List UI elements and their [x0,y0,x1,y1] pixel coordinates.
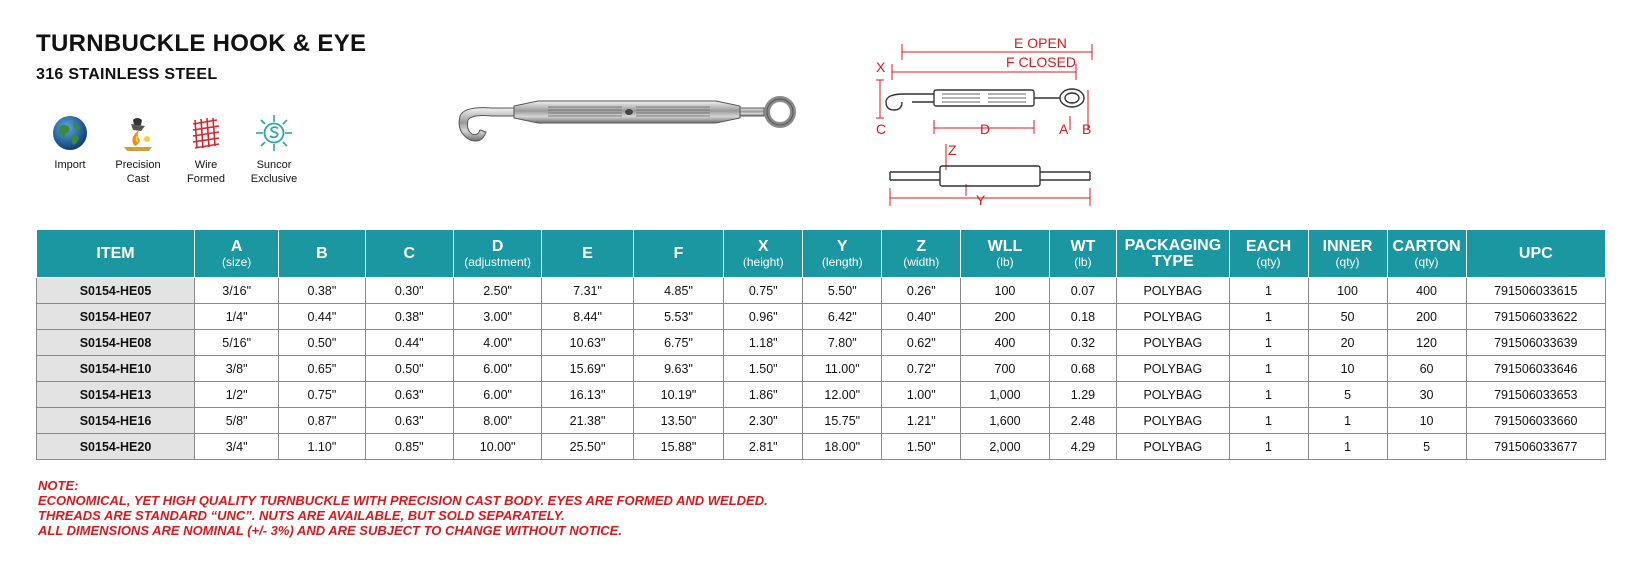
table-cell: 0.32 [1049,330,1117,356]
table-cell: 1/4" [195,304,279,330]
column-header: A (size) [195,230,279,278]
table-cell: 2,000 [961,434,1049,460]
table-cell: 11.00" [803,356,882,382]
table-cell: 1 [1308,408,1387,434]
table-cell: 5.50" [803,278,882,304]
table-cell: 0.40" [882,304,961,330]
table-cell: 10.00" [453,434,541,460]
column-header: X (height) [724,230,803,278]
suncor-exclusive-icon [255,114,293,152]
table-cell: 1.86" [724,382,803,408]
badge-suncor-exclusive: Suncor Exclusive [244,114,304,186]
table-cell: 20 [1308,330,1387,356]
table-cell: 2.81" [724,434,803,460]
table-cell: 200 [961,304,1049,330]
table-cell: 2.30" [724,408,803,434]
item-cell: S0154-HE20 [37,434,195,460]
column-header: E [542,230,633,278]
table-cell: 791506033646 [1466,356,1605,382]
table-cell: 21.38" [542,408,633,434]
dimension-diagram [876,30,1180,220]
table-cell: 0.75" [724,278,803,304]
wire-formed-icon [187,114,225,152]
table-cell: 6.00" [453,382,541,408]
dim-a-label: A [1059,121,1069,137]
table-cell: 2.50" [453,278,541,304]
table-cell: POLYBAG [1117,408,1229,434]
table-cell: POLYBAG [1117,304,1229,330]
table-cell: 6.00" [453,356,541,382]
column-header: Y (length) [803,230,882,278]
notes [38,478,768,538]
table-cell: POLYBAG [1117,356,1229,382]
table-cell: POLYBAG [1117,434,1229,460]
table-cell: 0.44" [365,330,453,356]
globe-icon [51,114,89,152]
column-header: Z (width) [882,230,961,278]
table-cell: 0.62" [882,330,961,356]
table-cell: 200 [1387,304,1466,330]
table-cell: 7.31" [542,278,633,304]
page-title: TURNBUCKLE HOOK & EYE [36,30,367,57]
dim-c-label: C [876,121,887,137]
table-cell: 0.07 [1049,278,1117,304]
item-cell: S0154-HE08 [37,330,195,356]
note-line: THREADS ARE STANDARD “UNC”. NUTS ARE AVAILABLE, BUT SOLD SEPARATELY. [38,508,565,523]
table-cell: 1 [1229,356,1308,382]
table-cell: POLYBAG [1117,330,1229,356]
table-cell: 0.50" [279,330,365,356]
table-cell: 2.48 [1049,408,1117,434]
table-cell: 18.00" [803,434,882,460]
table-cell: 10 [1387,408,1466,434]
table-cell: 1.21" [882,408,961,434]
table-cell: 4.29 [1049,434,1117,460]
table-cell: 4.00" [453,330,541,356]
table-cell: 0.63" [365,408,453,434]
table-cell: 0.38" [279,278,365,304]
table-header-row [37,230,1606,278]
table-cell: 5 [1387,434,1466,460]
note-line: ECONOMICAL, YET HIGH QUALITY TURNBUCKLE WITH PRECISION CAST BODY. EYES ARE FORMED AND WELDED. [38,493,768,508]
table-cell: 100 [1308,278,1387,304]
table-cell: 7.80" [803,330,882,356]
table-cell: 791506033615 [1466,278,1605,304]
table-cell: 13.50" [633,408,723,434]
dim-f-closed: F CLOSED [1006,54,1077,70]
table-row [37,330,1606,356]
column-header: D (adjustment) [453,230,541,278]
table-cell: 1 [1229,382,1308,408]
table-cell: 3/16" [195,278,279,304]
table-cell: POLYBAG [1117,382,1229,408]
column-header: C [365,230,453,278]
table-row [37,304,1606,330]
item-cell: S0154-HE05 [37,278,195,304]
table-cell: 700 [961,356,1049,382]
note-heading: NOTE: [38,478,79,493]
column-header: PACKAGING TYPE [1117,230,1229,278]
table-cell: 791506033660 [1466,408,1605,434]
badge-wire-formed: Wire Formed [176,114,236,186]
table-cell: 1,000 [961,382,1049,408]
table-cell: 0.26" [882,278,961,304]
item-cell: S0154-HE16 [37,408,195,434]
table-body [37,278,1606,460]
table-cell: 791506033622 [1466,304,1605,330]
dim-e-open: E OPEN [1014,35,1067,51]
table-cell: 15.69" [542,356,633,382]
table-cell: 0.75" [279,382,365,408]
table-cell: 1.10" [279,434,365,460]
table-cell: 4.85" [633,278,723,304]
table-cell: 1/2" [195,382,279,408]
table-cell: 5/16" [195,330,279,356]
table-cell: 0.72" [882,356,961,382]
table-row [37,434,1606,460]
table-cell: 100 [961,278,1049,304]
table-cell: 1.50" [724,356,803,382]
note-line: ALL DIMENSIONS ARE NOMINAL (+/- 3%) AND ARE SUBJECT TO CHANGE WITHOUT NOTICE. [38,523,622,538]
table-cell: 10.19" [633,382,723,408]
table-cell: 8.00" [453,408,541,434]
turnbuckle-product-image [452,86,812,146]
table-cell: 25.50" [542,434,633,460]
table-cell: 791506033639 [1466,330,1605,356]
table-cell: 10 [1308,356,1387,382]
dim-y-label: Y [976,192,986,208]
column-header: WLL (lb) [961,230,1049,278]
table-cell: 1 [1229,304,1308,330]
table-cell: 0.18 [1049,304,1117,330]
table-cell: 1 [1229,434,1308,460]
precision-cast-icon [119,114,157,152]
table-cell: 6.42" [803,304,882,330]
table-cell: 9.63" [633,356,723,382]
table-cell: 3/4" [195,434,279,460]
page-subtitle: 316 STAINLESS STEEL [36,66,218,83]
spec-table [36,229,1606,460]
item-cell: S0154-HE13 [37,382,195,408]
table-row [37,356,1606,382]
column-header: CARTON (qty) [1387,230,1466,278]
table-cell: 6.75" [633,330,723,356]
table-cell: 1.18" [724,330,803,356]
table-row [37,278,1606,304]
table-cell: 12.00" [803,382,882,408]
badge-import: Import [40,114,100,186]
dim-x-label: X [876,59,886,75]
table-cell: 1.00" [882,382,961,408]
table-cell: POLYBAG [1117,278,1229,304]
column-header: B [279,230,365,278]
table-cell: 1,600 [961,408,1049,434]
dim-b-label: B [1082,121,1092,137]
table-row [37,408,1606,434]
table-cell: 0.50" [365,356,453,382]
table-cell: 791506033653 [1466,382,1605,408]
dim-d-label: D [980,121,991,137]
table-cell: 16.13" [542,382,633,408]
table-cell: 3/8" [195,356,279,382]
column-header: UPC [1466,230,1605,278]
table-cell: 3.00" [453,304,541,330]
table-cell: 1 [1229,408,1308,434]
column-header: EACH (qty) [1229,230,1308,278]
dim-z-label: Z [948,142,957,158]
table-cell: 1.50" [882,434,961,460]
table-cell: 50 [1308,304,1387,330]
table-cell: 0.38" [365,304,453,330]
table-cell: 400 [961,330,1049,356]
column-header: WT (lb) [1049,230,1117,278]
column-header: INNER (qty) [1308,230,1387,278]
table-cell: 0.30" [365,278,453,304]
table-cell: 5.53" [633,304,723,330]
column-header: F [633,230,723,278]
column-header: ITEM [37,230,195,278]
table-cell: 0.44" [279,304,365,330]
table-cell: 0.87" [279,408,365,434]
item-cell: S0154-HE10 [37,356,195,382]
table-cell: 0.68 [1049,356,1117,382]
table-cell: 10.63" [542,330,633,356]
table-cell: 1 [1229,330,1308,356]
table-cell: 30 [1387,382,1466,408]
table-row [37,382,1606,408]
table-cell: 1 [1308,434,1387,460]
table-cell: 0.85" [365,434,453,460]
table-cell: 15.88" [633,434,723,460]
table-cell: 5/8" [195,408,279,434]
table-cell: 15.75" [803,408,882,434]
badge-precision-cast: Precision Cast [108,114,168,186]
table-cell: 791506033677 [1466,434,1605,460]
table-cell: 0.96" [724,304,803,330]
table-cell: 400 [1387,278,1466,304]
table-cell: 60 [1387,356,1466,382]
table-cell: 120 [1387,330,1466,356]
table-cell: 5 [1308,382,1387,408]
table-cell: 1.29 [1049,382,1117,408]
table-cell: 0.65" [279,356,365,382]
item-cell: S0154-HE07 [37,304,195,330]
table-cell: 8.44" [542,304,633,330]
table-cell: 0.63" [365,382,453,408]
feature-badges [40,114,304,186]
table-cell: 1 [1229,278,1308,304]
